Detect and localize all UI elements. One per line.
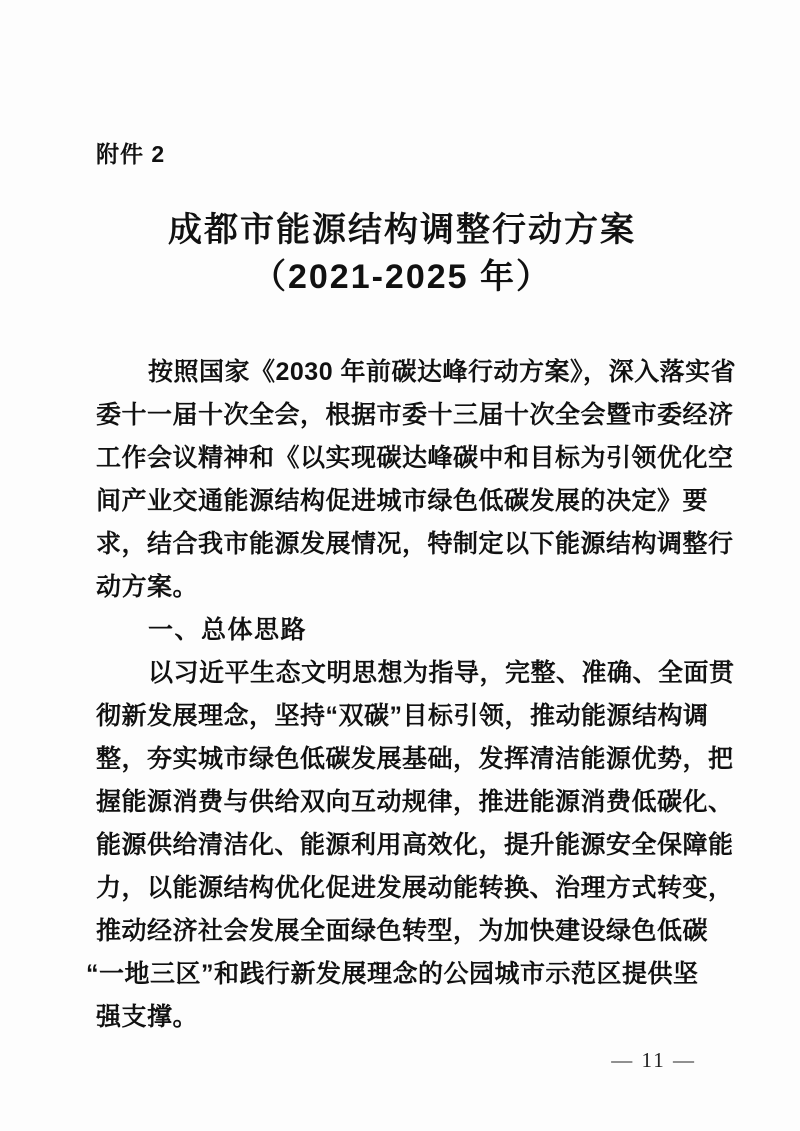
document-title-line2: （2021-2025 年） [251,258,553,296]
document-content [0,136,800,1039]
paragraph-1 [96,351,737,609]
body-line: 间产业交通能源结构促进城市绿色低碳发展的决定》要 [96,487,709,515]
body-line: 强支撑。 [96,1003,199,1031]
body-line: 力，以能源结构优化促进发展动能转换、治理方式转变， [96,874,734,902]
body-line: 动方案。 [96,573,199,601]
document-title [96,207,708,301]
body-line: 求，结合我市能源发展情况，特制定以下能源结构调整行 [96,530,734,558]
section-heading-overall-approach: 一、总体思路 [148,616,308,644]
body-line: 整，夯实城市绿色低碳发展基础，发挥清洁能源优势，把 [96,745,734,773]
paragraph-2 [86,652,735,1039]
body-line: “一地三区”和践行新发展理念的公园城市示范区提供坚 [86,960,699,988]
body-line: 推动经济社会发展全面绿色转型，为加快建设绿色低碳 [96,917,709,945]
attachment-label: 附件 2 [96,141,166,167]
body-line: 彻新发展理念，坚持“双碳”目标引领，推动能源结构调 [96,702,709,730]
body-line: 能源供给清洁化、能源利用高效化，提升能源安全保障能 [96,831,734,859]
document-title-line1: 成都市能源结构调整行动方案 [168,211,636,249]
body-line: 工作会议精神和《以实现碳达峰碳中和目标为引领优化空 [96,444,734,472]
body-line: 握能源消费与供给双向互动规律，推进能源消费低碳化、 [96,788,734,816]
page-number: — 11 — [611,1048,696,1072]
body-line: 按照国家《2030 年前碳达峰行动方案》，深入落实省 [148,358,737,386]
body-line: 委十一届十次全会，根据市委十三届十次全会暨市委经济 [96,401,734,429]
body-line: 以习近平生态文明思想为指导，完整、准确、全面贯 [148,659,735,687]
